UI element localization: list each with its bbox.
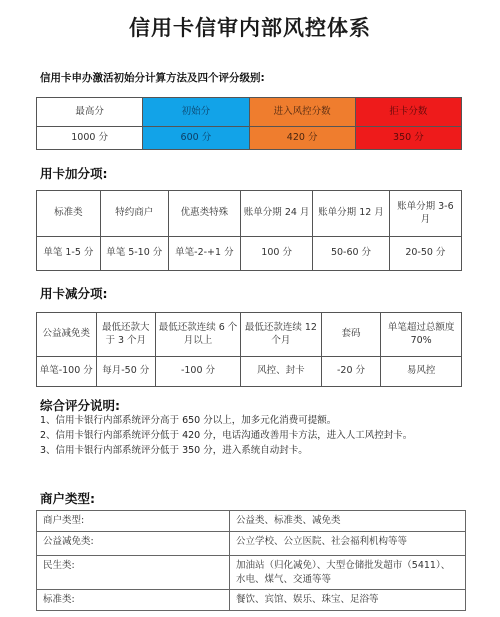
plus-value-cell: 20-50 分 <box>389 237 461 271</box>
minus-value-cell: -20 分 <box>321 357 381 387</box>
summary-notes <box>40 413 412 458</box>
minus-header-cell: 公益减免类 <box>37 313 97 357</box>
merchant-value: 餐饮、宾馆、娱乐、珠宝、足浴等 <box>230 590 466 611</box>
level-header-risk: 进入风控分数 <box>249 98 355 127</box>
plus-value-cell: 单笔 1-5 分 <box>37 237 101 271</box>
plus-header-cell: 标准类 <box>37 191 101 237</box>
score-levels-header-row <box>37 98 462 127</box>
summary-line: 3、信用卡银行内部系统评分低于 350 分，进入系统自动封卡。 <box>40 445 308 456</box>
plus-value-cell: 单笔 5-10 分 <box>100 237 168 271</box>
level-header-max: 最高分 <box>37 98 143 127</box>
level-header-initial: 初始分 <box>143 98 249 127</box>
plus-value-row <box>37 237 462 271</box>
level-value-max: 1000 分 <box>37 127 143 150</box>
merchant-value: 公益类、标准类、减免类 <box>230 511 466 532</box>
plus-header-cell: 优惠类特殊 <box>168 191 240 237</box>
score-levels-table <box>36 97 462 150</box>
merchant-label: 商户类型: <box>37 511 230 532</box>
level-header-reject: 拒卡分数 <box>355 98 461 127</box>
merchant-row <box>37 590 466 611</box>
merchant-label: 公益减免类: <box>37 531 230 555</box>
minus-value-cell: 每月-50 分 <box>96 357 156 387</box>
page-title: 信用卡信审内部风控体系 <box>129 16 371 40</box>
merchant-types-table <box>36 510 466 611</box>
level-value-initial: 600 分 <box>143 127 249 150</box>
merchant-label: 标准类: <box>37 590 230 611</box>
minus-header-cell: 最低还款大于 3 个月 <box>96 313 156 357</box>
merchant-value: 公立学校、公立医院、社会福利机构等等 <box>230 531 466 555</box>
summary-line: 1、信用卡银行内部系统评分高于 650 分以上，加多元化消费可提额。 <box>40 415 337 426</box>
minus-heading: 用卡减分项: <box>40 286 108 301</box>
minus-value-cell: -100 分 <box>156 357 241 387</box>
minus-header-cell: 最低还款连续 12 个月 <box>241 313 322 357</box>
summary-line: 2、信用卡银行内部系统评分低于 420 分，电话沟通改善用卡方法，进入人工风控封卡。 <box>40 430 413 441</box>
level-value-reject: 350 分 <box>355 127 461 150</box>
score-levels-value-row <box>37 127 462 150</box>
minus-value-cell: 单笔-100 分 <box>37 357 97 387</box>
summary-heading: 综合评分说明: <box>40 398 120 413</box>
minus-value-cell: 易风控 <box>381 357 462 387</box>
level-value-risk: 420 分 <box>249 127 355 150</box>
minus-header-cell: 套码 <box>321 313 381 357</box>
merchant-label: 民生类: <box>37 555 230 590</box>
plus-header-cell: 账单分期 12 月 <box>313 191 390 237</box>
merchant-row <box>37 555 466 590</box>
plus-items-table <box>36 190 462 271</box>
merchant-heading: 商户类型: <box>40 491 95 506</box>
merchant-row <box>37 511 466 532</box>
minus-value-row <box>37 357 462 387</box>
minus-items-table <box>36 312 462 387</box>
plus-header-cell: 特约商户 <box>100 191 168 237</box>
minus-value-cell: 风控、封卡 <box>241 357 322 387</box>
plus-value-cell: 50-60 分 <box>313 237 390 271</box>
plus-header-cell: 账单分期 3-6 月 <box>389 191 461 237</box>
plus-heading: 用卡加分项: <box>40 166 108 181</box>
intro-label: 信用卡申办激活初始分计算方法及四个评分级别: <box>40 72 265 84</box>
merchant-value: 加油站（归化减免）、大型仓储批发超市（5411）、水电、煤气、交通等等 <box>230 555 466 590</box>
merchant-row <box>37 531 466 555</box>
plus-header-row <box>37 191 462 237</box>
minus-header-cell: 最低还款连续 6 个月以上 <box>156 313 241 357</box>
plus-value-cell: 100 分 <box>241 237 313 271</box>
minus-header-cell: 单笔超过总额度 70% <box>381 313 462 357</box>
minus-header-row <box>37 313 462 357</box>
plus-value-cell: 单笔-2-+1 分 <box>168 237 240 271</box>
plus-header-cell: 账单分期 24 月 <box>241 191 313 237</box>
